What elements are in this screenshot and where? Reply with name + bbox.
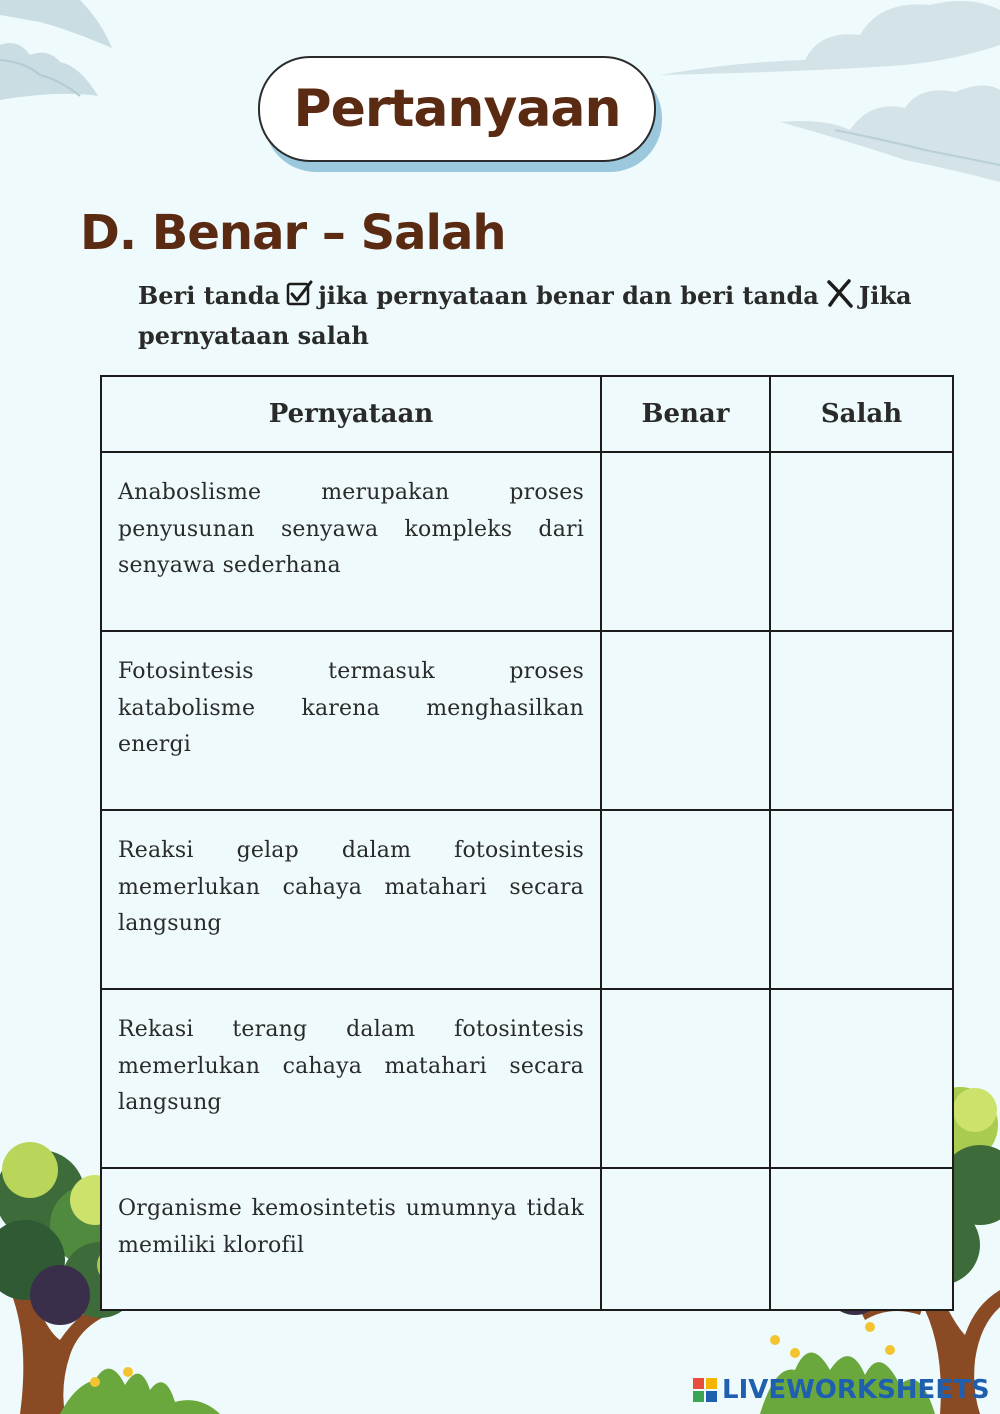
title-pill	[258, 56, 656, 162]
liveworksheets-brand[interactable]	[692, 1375, 990, 1405]
table-row	[101, 631, 953, 810]
cloud-top-right-decoration	[655, 0, 1000, 190]
true-false-table	[100, 375, 954, 1311]
header-benar: Benar	[601, 376, 770, 452]
instruction-text-1: Beri tanda	[138, 281, 281, 310]
table-row	[101, 810, 953, 989]
answer-benar-3[interactable]	[601, 810, 770, 989]
answer-benar-1[interactable]	[601, 452, 770, 631]
answer-salah-5[interactable]	[770, 1168, 953, 1310]
statement-3: Reaksi gelap dalam fotosintesis memerlukan cahaya matahari secara langsung	[101, 810, 601, 989]
header-pernyataan: Pernyataan	[101, 376, 601, 452]
statement-1: Anaboslisme merupakan proses penyusunan senyawa kompleks dari senyawa sederhana	[101, 452, 601, 631]
instruction-text-2: jika pernyataan benar dan beri tanda	[318, 281, 819, 310]
liveworksheets-logo-icon	[692, 1377, 718, 1403]
table-row	[101, 452, 953, 631]
checkbox-check-icon	[286, 280, 314, 318]
instructions	[138, 278, 948, 354]
table-row	[101, 989, 953, 1168]
answer-salah-2[interactable]	[770, 631, 953, 810]
statement-4: Rekasi terang dalam fotosintesis memerlukan cahaya matahari secara langsung	[101, 989, 601, 1168]
statement-5: Organisme kemosintetis umumnya tidak memiliki klorofil	[101, 1168, 601, 1310]
section-title: D. Benar – Salah	[80, 205, 506, 261]
answer-salah-3[interactable]	[770, 810, 953, 989]
answer-salah-4[interactable]	[770, 989, 953, 1168]
brand-text: LIVEWORKSHEETS	[722, 1375, 990, 1405]
answer-benar-2[interactable]	[601, 631, 770, 810]
instruction-text-3: Jika pernyataan salah	[138, 281, 912, 350]
table-row	[101, 1168, 953, 1310]
cloud-top-left-decoration	[0, 0, 130, 110]
answer-benar-4[interactable]	[601, 989, 770, 1168]
page-title: Pertanyaan	[293, 79, 621, 139]
answer-benar-5[interactable]	[601, 1168, 770, 1310]
table-header-row	[101, 376, 953, 452]
cross-mark-icon	[825, 278, 855, 318]
header-salah: Salah	[770, 376, 953, 452]
statement-2: Fotosintesis termasuk proses katabolisme karena menghasilkan energi	[101, 631, 601, 810]
answer-salah-1[interactable]	[770, 452, 953, 631]
